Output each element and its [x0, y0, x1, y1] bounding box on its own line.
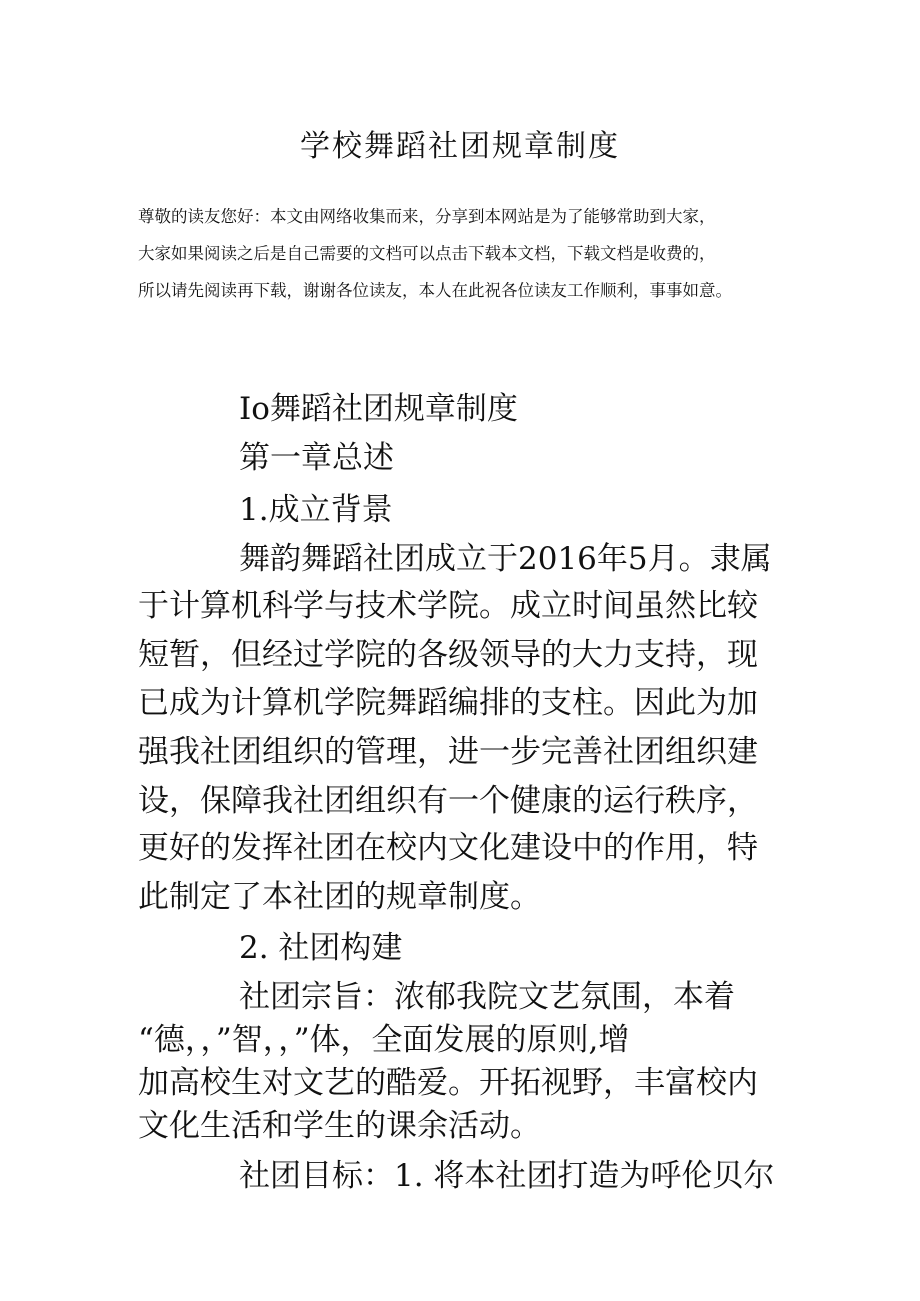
paragraph-line: 社团目标：1. 将本社团打造为呼伦贝尔	[239, 1158, 775, 1194]
paragraph-line: 舞韵舞蹈社团成立于2016年5月。隶属	[239, 541, 772, 577]
paragraph-line: 短暂，但经过学院的各级领导的大力支持，现	[138, 637, 758, 673]
paragraph-line: 更好的发挥社团在校内文化建设中的作用，特	[138, 830, 758, 866]
paragraph-line: 已成为计算机学院舞蹈编排的支柱。因此为加	[138, 685, 758, 721]
document-title: 学校舞蹈社团规章制度	[300, 129, 620, 164]
notice-line: 所以请先阅读再下载，谢谢各位读友，本人在此祝各位读友工作顺利，事事如意。	[138, 281, 732, 300]
chapter-title: 第一章总述	[239, 440, 394, 476]
section-1-title: 1.成立背景	[239, 492, 393, 528]
notice-line: 尊敬的读友您好：本文由网络收集而来，分享到本网站是为了能够常助到大家，	[138, 207, 716, 226]
paragraph-line: “德，，”智，，”体，全面发展的原则,增	[138, 1022, 630, 1058]
paragraph-line: 文化生活和学生的课余活动。	[138, 1108, 541, 1144]
paragraph-line: 设，保障我社团组织有一个健康的运行秩序，	[138, 783, 758, 819]
paragraph-line: 强我社团组织的管理，进一步完善社团组织建	[138, 734, 758, 770]
download-notice	[138, 198, 798, 309]
paragraph-line: 于计算机科学与技术学院。成立时间虽然比较	[138, 588, 758, 624]
notice-line: 大家如果阅读之后是自己需要的文档可以点击下载本文档，下载文档是收费的，	[138, 244, 716, 263]
paragraph-line: 社团宗旨：浓郁我院文艺氛围，本着	[239, 979, 735, 1015]
paragraph-line: 加高校生对文艺的酷爱。开拓视野，丰富校内	[138, 1065, 758, 1101]
section-2-title: 2. 社团构建	[239, 930, 403, 966]
main-heading: Io舞蹈社团规章制度	[239, 391, 518, 427]
paragraph-line: 此制定了本社团的规章制度。	[138, 879, 541, 915]
